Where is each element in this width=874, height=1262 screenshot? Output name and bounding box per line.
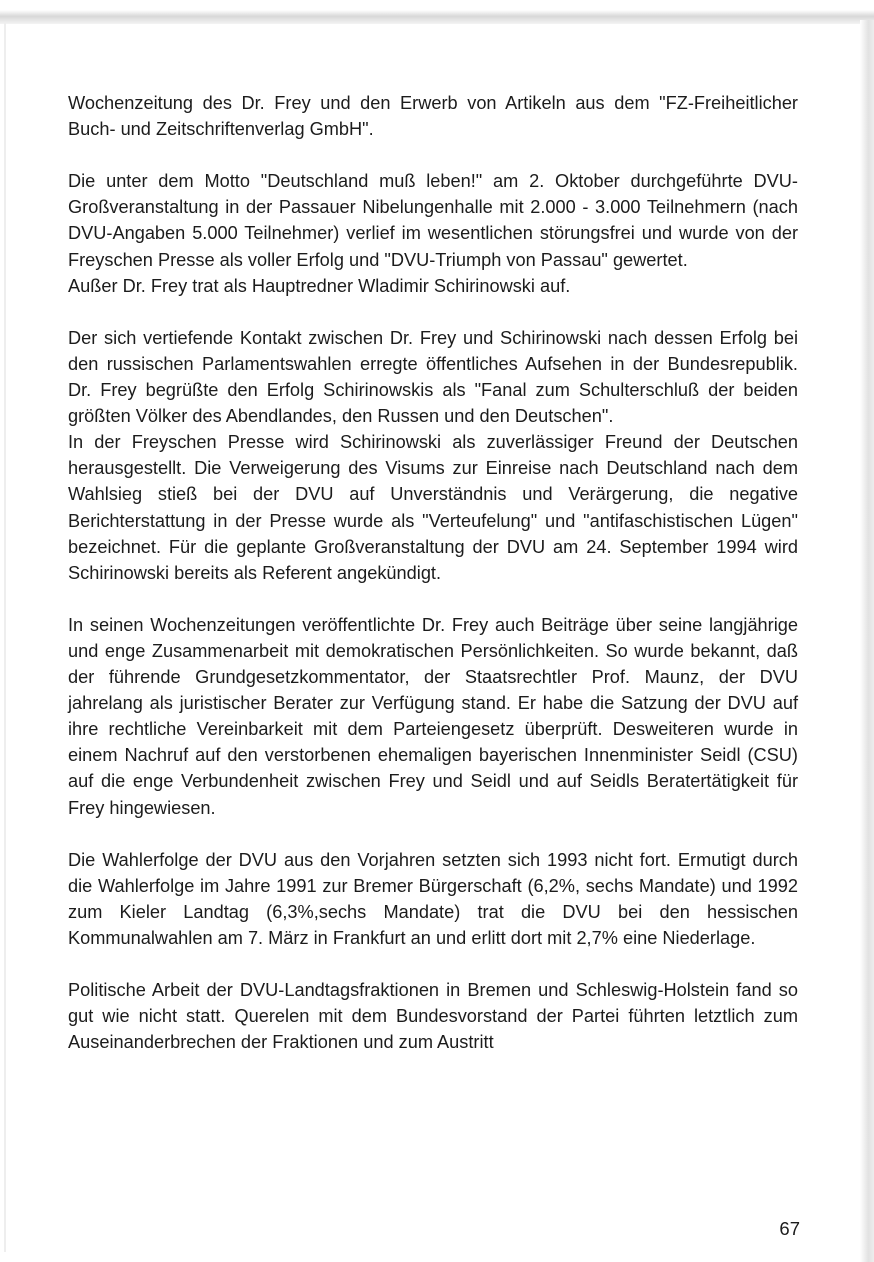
page-number: 67	[779, 1218, 800, 1239]
paragraph-election-results: Die Wahlerfolge der DVU aus den Vorjahren setzten sich 1993 nicht fort. Ermutigt durch die Wahlerfolge im Jahre 1991 zur Bremer Bürgerschaft (6,2%, sechs Mandate) und 1992 zum Kieler Landtag (6,3%,sechs Mandate) trat die DVU bei den hessischen Kommunalwahlen am 7. März in Frankfurt an und erlitt dort mit 2,7% eine Niederlage.	[68, 849, 798, 948]
paragraph-cooperation: In seinen Wochenzeitungen veröffentlichte Dr. Frey auch Beiträge über seine langjährige und enge Zusammenarbeit mit demokratischen Persönlichkeiten. So wurde bekannt, daß der führende Grundgesetzkommentator, der Staatsrechtler Prof. Maunz, der DVU jahrelang als juristischer Berater zur Verfügung stand. Er habe die Satzung der DVU auf ihre rechtliche Vereinbarkeit mit dem Parteiengesetz überprüft. Desweiteren wurde in einem Nachruf auf den verstorbenen ehemaligen bayerischen Innenminister Seidl (CSU) auf die enge Verbundenheit zwischen Frey und Seidl und auf Seidls Beratertätigkeit für Frey hingewiesen.	[68, 614, 798, 818]
scan-edge-left	[4, 22, 6, 1252]
paragraph-parliamentary-work: Politische Arbeit der DVU-Landtagsfraktionen in Bremen und Schleswig-Holstein fand so gut wie nicht statt. Querelen mit dem Bundesvorstand der Partei führten letztlich zum Auseinanderbrechen der Fraktionen und zum Austritt	[68, 980, 798, 1053]
paragraph-verlag: Wochenzeitung des Dr. Frey und den Erwerb von Artikeln aus dem "FZ-Freiheitlicher Buch- und Zeitschriftenverlag GmbH".	[68, 93, 798, 140]
paragraph-schirinowski-press: In der Freyschen Presse wird Schirinowski als zuverlässiger Freund der Deutschen herausgestellt. Die Verweigerung des Visums zur Einreise nach Deutschland nach dem Wahlsieg stieß bei der DVU auf Unverständnis und Verärgerung, die negative Berichterstattung in der Presse wurde als "Verteufelung" und "antifaschistischen Lügen" bezeichnet. Für die geplante Großveranstaltung der DVU am 24. September 1994 wird Schirinowski bereits als Referent angekündigt.	[68, 432, 798, 583]
paragraph-passau-rally: Die unter dem Motto "Deutschland muß leben!" am 2. Oktober durchgeführte DVU-Großveranstaltung in der Passauer Nibelungenhalle mit 2.000 - 3.000 Teilnehmern (nach DVU-Angaben 5.000 Teilnehmer) verlief im wesentlichen störungsfrei und wurde von der Freyschen Presse als voller Erfolg und "DVU-Triumph von Passau" gewertet.	[68, 171, 798, 270]
scan-edge-top	[0, 10, 874, 24]
paragraph-main-speaker: Außer Dr. Frey trat als Hauptredner Wladimir Schirinowski auf.	[68, 275, 571, 296]
page-body	[68, 90, 798, 1082]
paragraph-schirinowski-contact: Der sich vertiefende Kontakt zwischen Dr. Frey und Schirinowski nach dessen Erfolg bei den russischen Parlamentswahlen erregte öffentliches Aufsehen in der Bundesrepublik. Dr. Frey begrüßte den Erfolg Schirinowskis als "Fanal zum Schulterschluß der beiden größten Völker des Abendlandes, den Russen und den Deutschen".	[68, 327, 798, 427]
scan-edge-right	[860, 20, 874, 1262]
